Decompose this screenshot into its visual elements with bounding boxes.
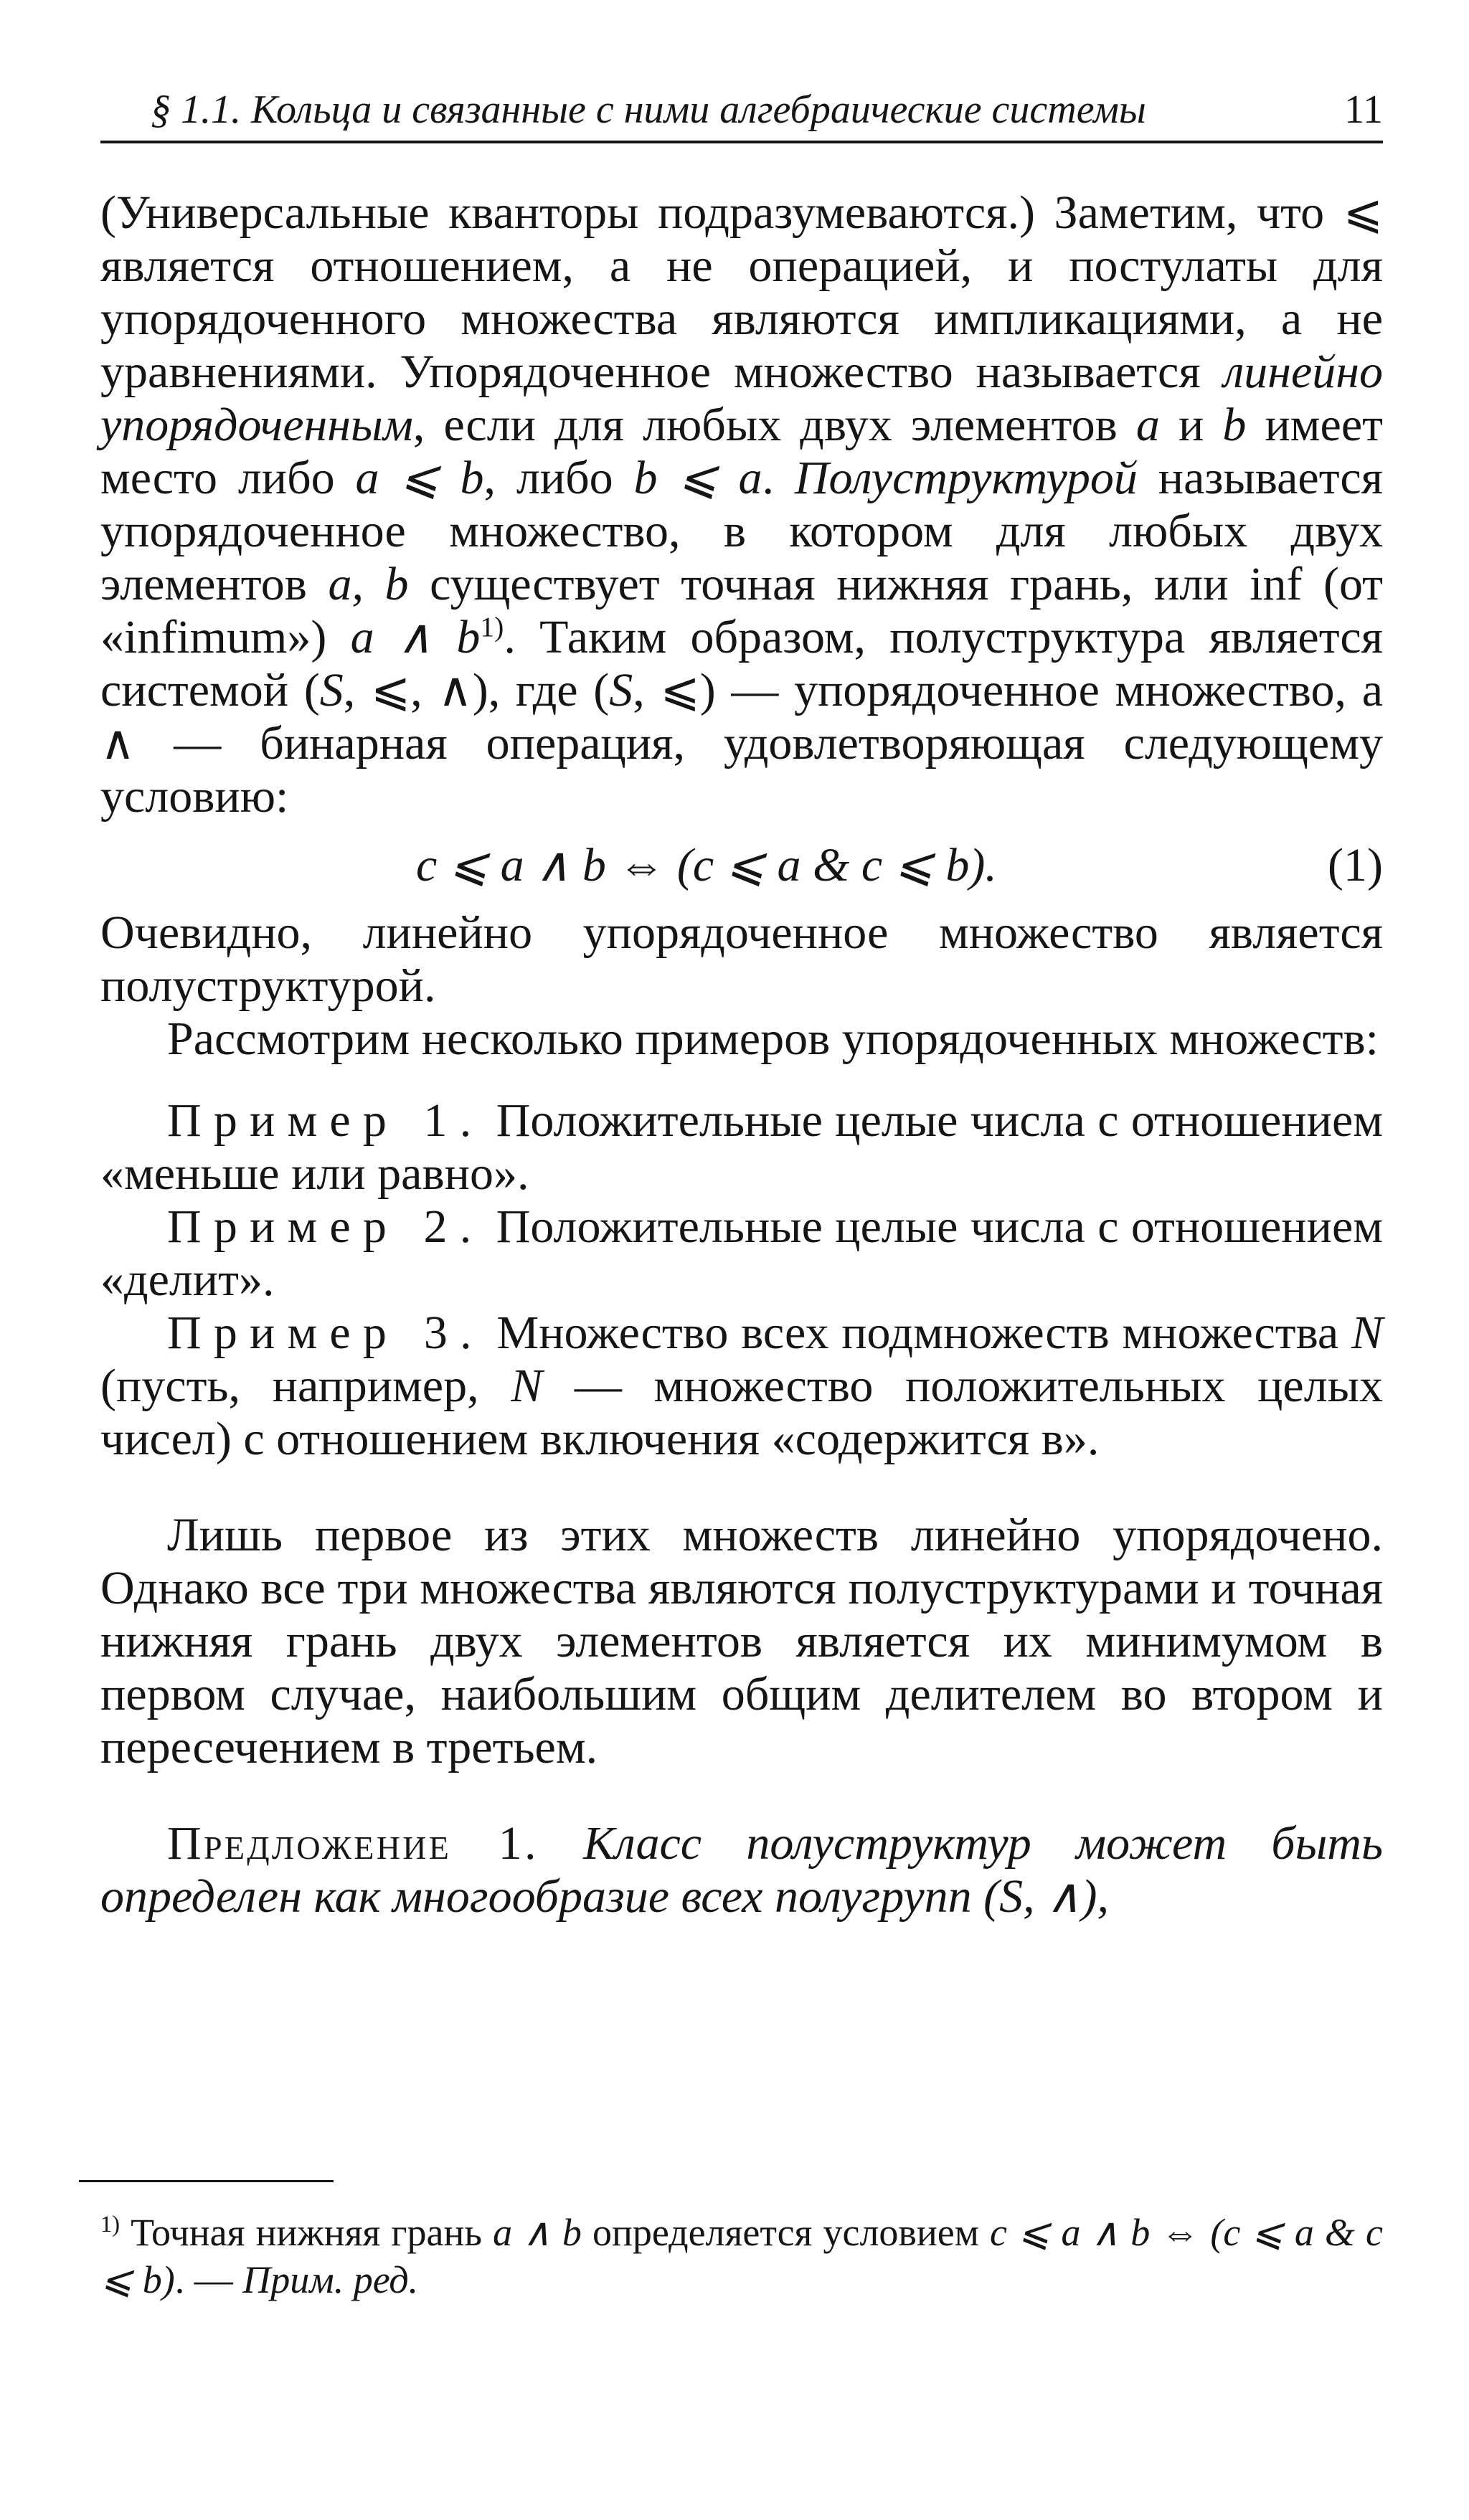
math-expr: a ∧ b: [493, 2211, 582, 2254]
text-run: называется упорядоченное множество, в котором для любых двух элементов: [100, 452, 1383, 610]
page-number: 11: [1344, 87, 1383, 132]
footnote-marker: 1): [100, 2212, 120, 2237]
formula-number: (1): [1328, 839, 1383, 891]
text-run: (пусть, например,: [100, 1360, 511, 1412]
math-expr: a ⩽ b: [355, 452, 484, 504]
example-text: Положительные целые числа с отношением «делит».: [100, 1200, 1383, 1306]
header-title: § 1.1. Кольца и связанные с ними алгебраические системы: [151, 87, 1146, 132]
text-run: определяется условием: [581, 2211, 991, 2254]
text-run: — множество положительных целых чисел) с отношением включения «содержится в».: [100, 1360, 1384, 1465]
text-run: Точная нижняя грань: [119, 2211, 493, 2254]
math-expr: b ⩽ a: [633, 452, 762, 504]
paragraph-2: Очевидно, линейно упорядоченное множество является полуструктурой.: [100, 906, 1383, 1012]
text-run: и: [1159, 399, 1223, 451]
header-rule: [100, 141, 1383, 143]
example-2: [100, 1200, 1383, 1307]
proposition-label: Предложение 1.: [167, 1817, 539, 1870]
math-var: N: [1351, 1307, 1384, 1359]
text-run: (Универсальные кванторы подразумеваются.) Заметим, что ⩽ является отношением, а не операцией, и постулаты для упорядоченного множества являются импликациями, а не уравнениями. Упорядоченное множество называется: [100, 186, 1383, 398]
footnote: [100, 2209, 1383, 2303]
text-run: , либо: [483, 452, 634, 504]
example-text: Положительные целые числа с отношением «меньше или равно».: [100, 1094, 1383, 1200]
math-var: N: [511, 1360, 543, 1412]
example-label: Пример 3.: [167, 1307, 484, 1359]
text-run: .: [762, 452, 795, 504]
text-run: , ⩽, ∧), где (: [343, 664, 610, 716]
math-expr: a ∧ b: [350, 611, 481, 663]
math-var: a: [1135, 399, 1160, 451]
text-run: . —: [174, 2258, 243, 2301]
footnote-rule: [79, 2180, 334, 2182]
example-label: Пример 1.: [167, 1094, 484, 1147]
running-header: [100, 77, 1383, 142]
text-run: , если для любых двух элементов: [412, 399, 1136, 451]
text-run: . Таким образом, полуструктура является системой (: [100, 611, 1383, 716]
body-text: [100, 186, 1383, 1923]
math-expr: c ⩽ a ∧ b ⇔ (c ⩽ a & c ⩽ b): [100, 2211, 1383, 2301]
spacer: [100, 1466, 1383, 1509]
example-label: Пример 2.: [167, 1200, 484, 1253]
formula-expression: c ⩽ a ∧ b ⇔ (c ⩽ a & c ⩽ b).: [416, 839, 997, 891]
display-formula: [100, 823, 1383, 906]
text-run: существует точная нижняя грань, или inf (от «infimum»): [100, 558, 1383, 663]
math-var: S: [319, 664, 344, 716]
math-var: b: [1222, 399, 1247, 451]
proposition-1: [100, 1817, 1383, 1923]
text-run: Множество всех подмножеств множества: [483, 1307, 1351, 1359]
paragraph-1: [100, 186, 1383, 823]
text-run: имеет место либо: [100, 399, 1383, 504]
spacer: [100, 1774, 1383, 1817]
emphasis-term: Полуструктурой: [794, 452, 1138, 504]
math-var: S: [609, 664, 633, 716]
editor-note: Прим. ред.: [242, 2258, 419, 2301]
paragraph-3: Рассмотрим несколько примеров упорядоченных множеств:: [167, 1013, 1379, 1065]
text-run: , ⩽) — упорядоченное множество, а ∧ — бинарная операция, удовлетворяющая следующему условию:: [100, 664, 1383, 823]
example-1: [100, 1094, 1383, 1200]
example-3: [100, 1307, 1383, 1466]
math-var: a, b: [328, 558, 409, 610]
proposition-text: Класс полуструктур может быть определен как многообразие всех полугрупп (S, ∧),: [100, 1817, 1383, 1923]
spacer: [100, 1066, 1383, 1094]
footnote-ref[interactable]: 1): [480, 611, 504, 643]
paragraph-4: Лишь первое из этих множеств линейно упорядочено. Однако все три множества являются полуструктурами и точная нижняя грань двух элементов является их минимумом в первом случае, наибольшим общим делителем во втором и пересечением в третьем.: [100, 1509, 1383, 1773]
emphasis-term: линейно упорядоченным: [100, 346, 1383, 451]
